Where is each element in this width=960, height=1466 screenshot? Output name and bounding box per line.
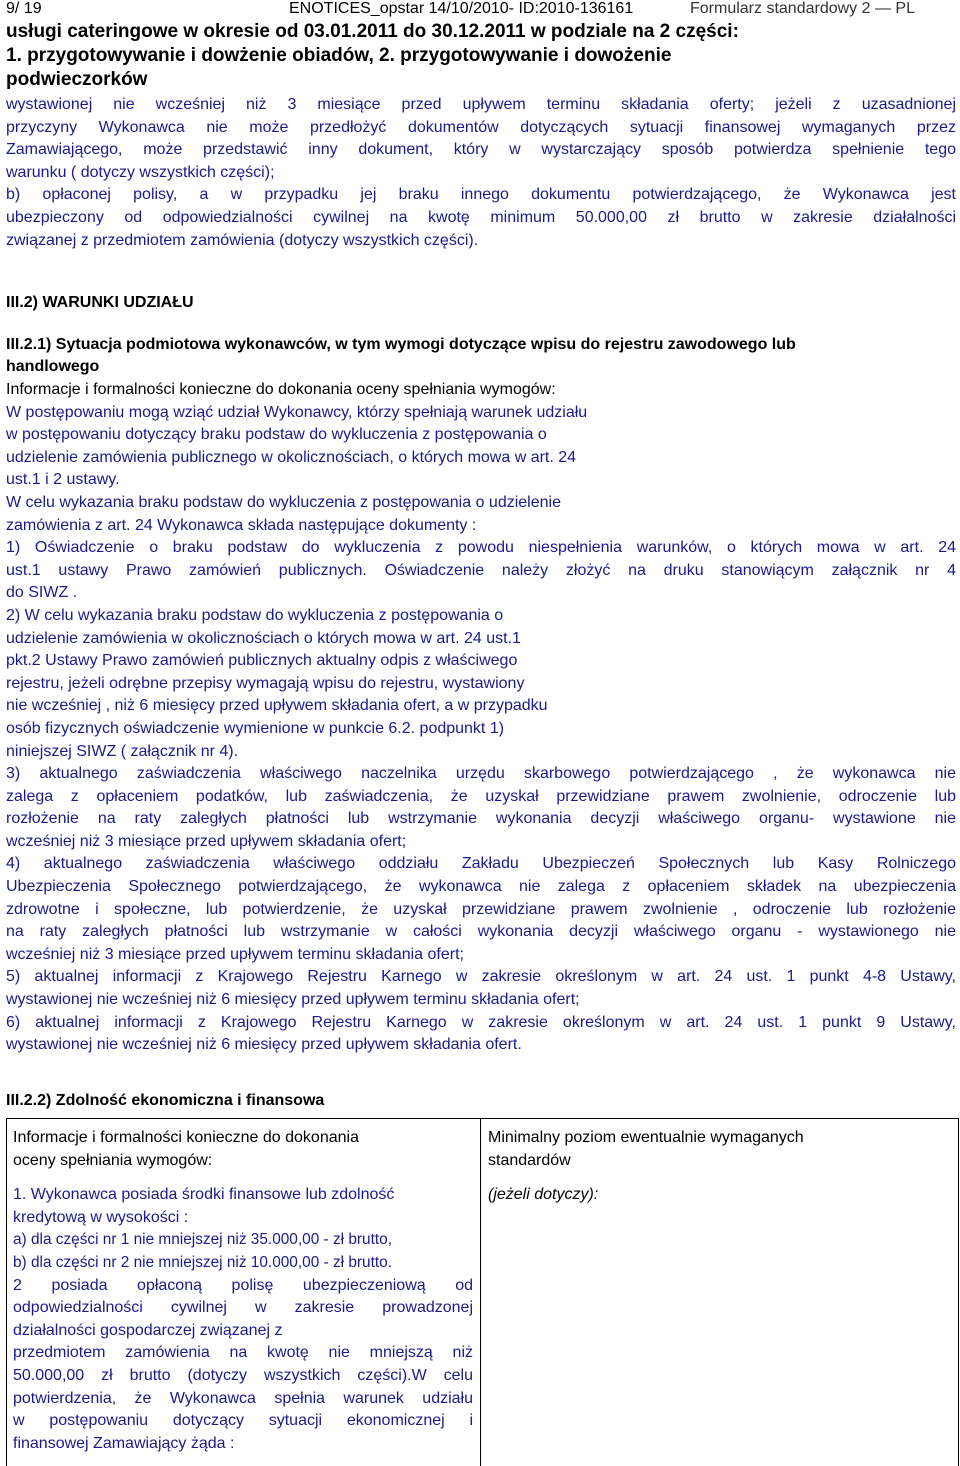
text-line: 2 posiada opłaconą polisę ubezpieczeniową od xyxy=(13,1276,473,1294)
column-heading: oceny spełniania wymogów: xyxy=(13,1151,213,1169)
text-line: b) opłaconej polisy, a w przypadku jej braku innego dokumentu potwierdzającego, że Wykonawca jest xyxy=(6,186,956,204)
text-line: ust.1 i 2 ustawy. xyxy=(6,471,120,489)
document-title xyxy=(6,20,956,90)
right-column xyxy=(488,1127,948,1207)
text-line: rozłożenie na raty zaległych płatności lub wstrzymanie wykonania decyzji właściwego organu- wystawione nie xyxy=(6,810,956,828)
text-line: wcześniej niż 3 miesiące przed upływem terminu składania ofert; xyxy=(6,945,464,963)
document-id: ENOTICES_opstar 14/10/2010- ID:2010-136161 xyxy=(289,0,634,17)
text-line: na raty zaległych płatności lub wstrzymanie w całości wykonania decyzji właściwego organu - wystawionego nie xyxy=(6,923,956,941)
text-line: osób fizycznych oświadczenie wymienione w punkcie 6.2. podpunkt 1) xyxy=(6,719,505,737)
text-line: do SIWZ . xyxy=(6,584,78,602)
text-line: wystawionej nie wcześniej niż 3 miesiące przed upływem terminu składania oferty; jeżeli z uzasadnionej xyxy=(6,96,956,113)
text-line: 2) W celu wykazania braku podstaw do wykluczenia z postępowania o xyxy=(6,606,504,624)
text-line: Informacje i formalności konieczne do dokonania oceny spełniania wymogów: xyxy=(6,381,556,398)
text-line: pkt.2 Ustawy Prawo zamówień publicznych aktualny odpis z właściwego xyxy=(6,652,518,670)
text-line: b) dla części nr 2 nie mniejszej niż 10.000,00 - zł brutto. xyxy=(13,1253,392,1271)
page-number: 9/ 19 xyxy=(6,0,42,17)
text-line: 6) aktualnej informacji z Krajowego Rejestru Karnego w zakresie określonym w art. 24 ust. 1 punkt 9 Ustawy, xyxy=(6,1013,956,1031)
text-line: 5) aktualnej informacji z Krajowego Rejestru Karnego w zakresie określonym w art. 24 ust. 1 punkt 4-8 Ustawy, xyxy=(6,968,956,986)
text-line: w postępowaniu dotyczący sytuacji ekonomicznej i xyxy=(13,1412,473,1430)
column-heading: Informacje i formalności konieczne do dokonania xyxy=(13,1129,359,1146)
section-heading-iii21 xyxy=(6,334,956,378)
text-line: odpowiedzialności cywilnej w zakresie prowadzonej xyxy=(13,1299,473,1317)
text-line: ust.1 ustawy Prawo zamówień publicznych. Oświadczenie należy złożyć na druku stanowiącym załącznik nr 4 xyxy=(6,561,956,579)
text-line: nie wcześniej , niż 6 miesięcy przed upływem składania ofert, a w przypadku xyxy=(6,697,548,715)
text-line: 50.000,00 zł brutto (dotyczy wszystkich części).W celu xyxy=(13,1366,473,1384)
intro-text xyxy=(6,94,956,252)
text-line: W postępowaniu mogą wziąć udział Wykonawcy, którzy spełniają warunek udziału xyxy=(6,403,588,421)
section-iii21-body xyxy=(6,379,956,1057)
title-line: usługi cateringowe w okresie od 03.01.2011 do 30.12.2011 w podziale na 2 części: xyxy=(6,21,739,42)
left-column xyxy=(13,1127,473,1455)
column-note: (jeżeli dotyczy): xyxy=(488,1186,599,1204)
text-line: działalności gospodarczej związanej z xyxy=(13,1321,283,1339)
text-line: a) dla części nr 1 nie mniejszej niż 35.000,00 - zł brutto, xyxy=(13,1231,392,1249)
text-line: rejestru, jeżeli odrębne przepisy wymagają wpisu do rejestru, wystawiony xyxy=(6,674,525,692)
text-line: udzielenie zamówienia publicznego w okolicznościach, o których mowa w art. 24 xyxy=(6,448,577,466)
requirements-table xyxy=(6,1118,959,1466)
text-line: zalega z opłaceniem podatków, lub zaświadczenia, że uzyskał przewidziane prawem zwolnienie, odroczenie lub xyxy=(6,787,956,805)
text-line: udzielenie zamówienia w okolicznościach o których mowa w art. 24 ust.1 xyxy=(6,629,521,647)
text-line: ubezpieczony od odpowiedzialności cywilnej na kwotę minimum 50.000,00 zł brutto w zakresie działalności xyxy=(6,208,956,226)
title-line-clipped: podwieczorków xyxy=(6,69,148,90)
text-line: 1. Wykonawca posiada środki finansowe lub zdolność xyxy=(13,1186,395,1204)
text-line: 4) aktualnego zaświadczenia właściwego oddziału Zakładu Ubezpieczeń Społecznych lub Kasy Rolniczego xyxy=(6,855,956,873)
text-line: Ubezpieczenia Społecznego potwierdzającego, że wykonawca nie zalega z opłaceniem składek na ubezpieczenia xyxy=(6,878,956,896)
text-line: finansowej Zamawiający żąda : xyxy=(13,1434,235,1452)
text-line: kredytową w wysokości : xyxy=(13,1208,189,1226)
title-line: 1. przygotowywanie i dowżenie obiadów, 2. przygotowywanie i dowożenie xyxy=(6,45,672,66)
section-heading-iii22: III.2.2) Zdolność ekonomiczna i finansowa xyxy=(6,1092,325,1109)
text-line: przyczyny Wykonawca nie może przedłożyć dokumentów dotyczących sytuacji finansowej wymaganych przez xyxy=(6,118,956,136)
heading-line: III.2.1) Sytuacja podmiotowa wykonawców, w tym wymogi dotyczące wpisu do rejestru zawodowego lub xyxy=(6,336,796,353)
text-line: związanej z przedmiotem zamówienia (dotyczy wszystkich części). xyxy=(6,231,479,249)
text-line: W celu wykazania braku podstaw do wykluczenia z postępowania o udzielenie xyxy=(6,493,561,511)
text-line: w postępowaniu dotyczący braku podstaw do wykluczenia z postępowania o xyxy=(6,426,547,444)
text-line: 1) Oświadczenie o braku podstaw do wykluczenia z powodu niespełnienia warunków, o których mowa w art. 24 xyxy=(6,539,956,557)
text-line: zamówienia z art. 24 Wykonawca składa następujące dokumenty : xyxy=(6,516,477,534)
text-line: wystawionej nie wcześniej niż 6 miesięcy przed upływem składania ofert. xyxy=(6,1036,522,1054)
text-line: Zamawiającego, może przedstawić inny dokument, który w wystarczający sposób potwierdza spełnienie tego xyxy=(6,141,956,159)
section-heading-iii2: III.2) WARUNKI UDZIAŁU xyxy=(6,294,194,311)
text-line: warunku ( dotyczy wszystkich części); xyxy=(6,163,275,181)
heading-line: handlowego xyxy=(6,358,100,375)
text-line: potwierdzenia, że Wykonawca spełnia warunek udziału xyxy=(13,1389,473,1407)
text-line: niniejszej SIWZ ( załącznik nr 4). xyxy=(6,742,239,760)
page-header xyxy=(0,0,960,22)
text-line: 3) aktualnego zaświadczenia właściwego naczelnika urzędu skarbowego potwierdzającego , że wykonawca nie xyxy=(6,765,956,783)
column-heading: standardów xyxy=(488,1151,571,1169)
form-label: Formularz standardowy 2 — PL xyxy=(690,0,915,17)
column-heading: Minimalny poziom ewentualnie wymaganych xyxy=(488,1129,804,1146)
text-line: przedmiotem zamówienia na kwotę nie mniejszą niż xyxy=(13,1344,473,1362)
column-divider xyxy=(480,1119,481,1466)
text-line: zdrowotne i społeczne, lub potwierdzenie, że uzyskał przewidziane prawem zwolnienie , odroczenie lub rozłożenie xyxy=(6,900,956,918)
text-line: wcześniej niż 3 miesiące przed upływem składania ofert; xyxy=(6,832,407,850)
text-line: wystawionej nie wcześniej niż 6 miesięcy przed upływem terminu składania ofert; xyxy=(6,991,580,1009)
